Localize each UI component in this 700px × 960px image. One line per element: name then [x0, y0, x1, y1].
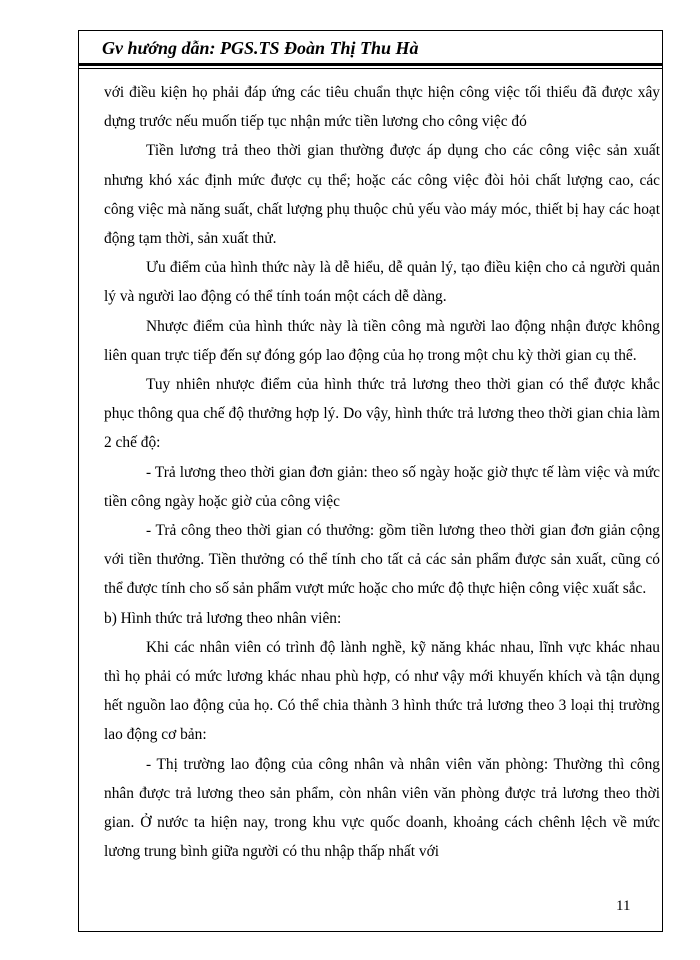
- header-rule-thin: [78, 68, 663, 69]
- document-body: [104, 78, 660, 866]
- paragraph: Tuy nhiên nhược điểm của hình thức trả lương theo thời gian có thể được khắc phục thông qua chế độ thưởng hợp lý. Do vậy, hình thức trả lương theo thời gian chia làm 2 chế độ:: [104, 376, 660, 452]
- page-number: 11: [616, 898, 631, 914]
- paragraph: với điều kiện họ phải đáp ứng các tiêu chuẩn thực hiện công việc tối thiểu đã được xây dựng trước nếu muốn tiếp tục nhận mức tiền lương cho công việc đó: [104, 84, 660, 131]
- list-item: - Trả lương theo thời gian đơn giản: theo số ngày hoặc giờ thực tế làm việc và mức tiền công ngày hoặc giờ của công việc: [104, 463, 660, 510]
- list-item: - Trả công theo thời gian có thưởng: gồm tiền lương theo thời gian đơn giản cộng với tiền thưởng. Tiền thưởng có thể tính cho tất cả các sản phẩm được sản xuất, cũng có thể được tính cho số sản phẩm vượt mức hoặc cho mức độ thực hiện công việc xuất sắc.: [104, 522, 660, 598]
- page-header: Gv hướng dẫn: PGS.TS Đoàn Thị Thu Hà: [102, 38, 419, 58]
- list-item: - Thị trường lao động của công nhân và nhân viên văn phòng: Thường thì công nhân được trả lương theo sản phẩm, còn nhân viên văn phòng được trả lương theo thời gian. Ở nước ta hiện nay, trong khu vực quốc doanh, khoảng cách chênh lệch về mức lương trung bình giữa người có thu nhập thấp nhất với: [104, 755, 660, 861]
- paragraph: Khi các nhân viên có trình độ lành nghề, kỹ năng khác nhau, lĩnh vực khác nhau thì họ phải có mức lương khác nhau phù hợp, có như vậy mới khuyến khích và tận dụng hết nguồn lao động của họ. Có thể chia thành 3 hình thức trả lương theo 3 loại thị trường lao động cơ bản:: [104, 638, 660, 744]
- section-heading: b) Hình thức trả lương theo nhân viên:: [104, 609, 342, 627]
- paragraph: Ưu điểm của hình thức này là dễ hiểu, dễ quản lý, tạo điều kiện cho cả người quản lý và người lao động có thể tính toán một cách dễ dàng.: [104, 259, 660, 306]
- header-rule: [78, 63, 663, 66]
- paragraph: Tiền lương trả theo thời gian thường được áp dụng cho các công việc sản xuất nhưng khó xác định mức được cụ thể; hoặc các công việc đòi hỏi chất lượng cao, các công việc mà năng suất, chất lượng phụ thuộc chủ yếu vào máy móc, thiết bị hay các hoạt động tạm thời, sản xuất thử.: [104, 142, 660, 248]
- paragraph: Nhược điểm của hình thức này là tiền công mà người lao động nhận được không liên quan trực tiếp đến sự đóng góp lao động của họ trong một chu kỳ thời gian cụ thể.: [104, 317, 660, 364]
